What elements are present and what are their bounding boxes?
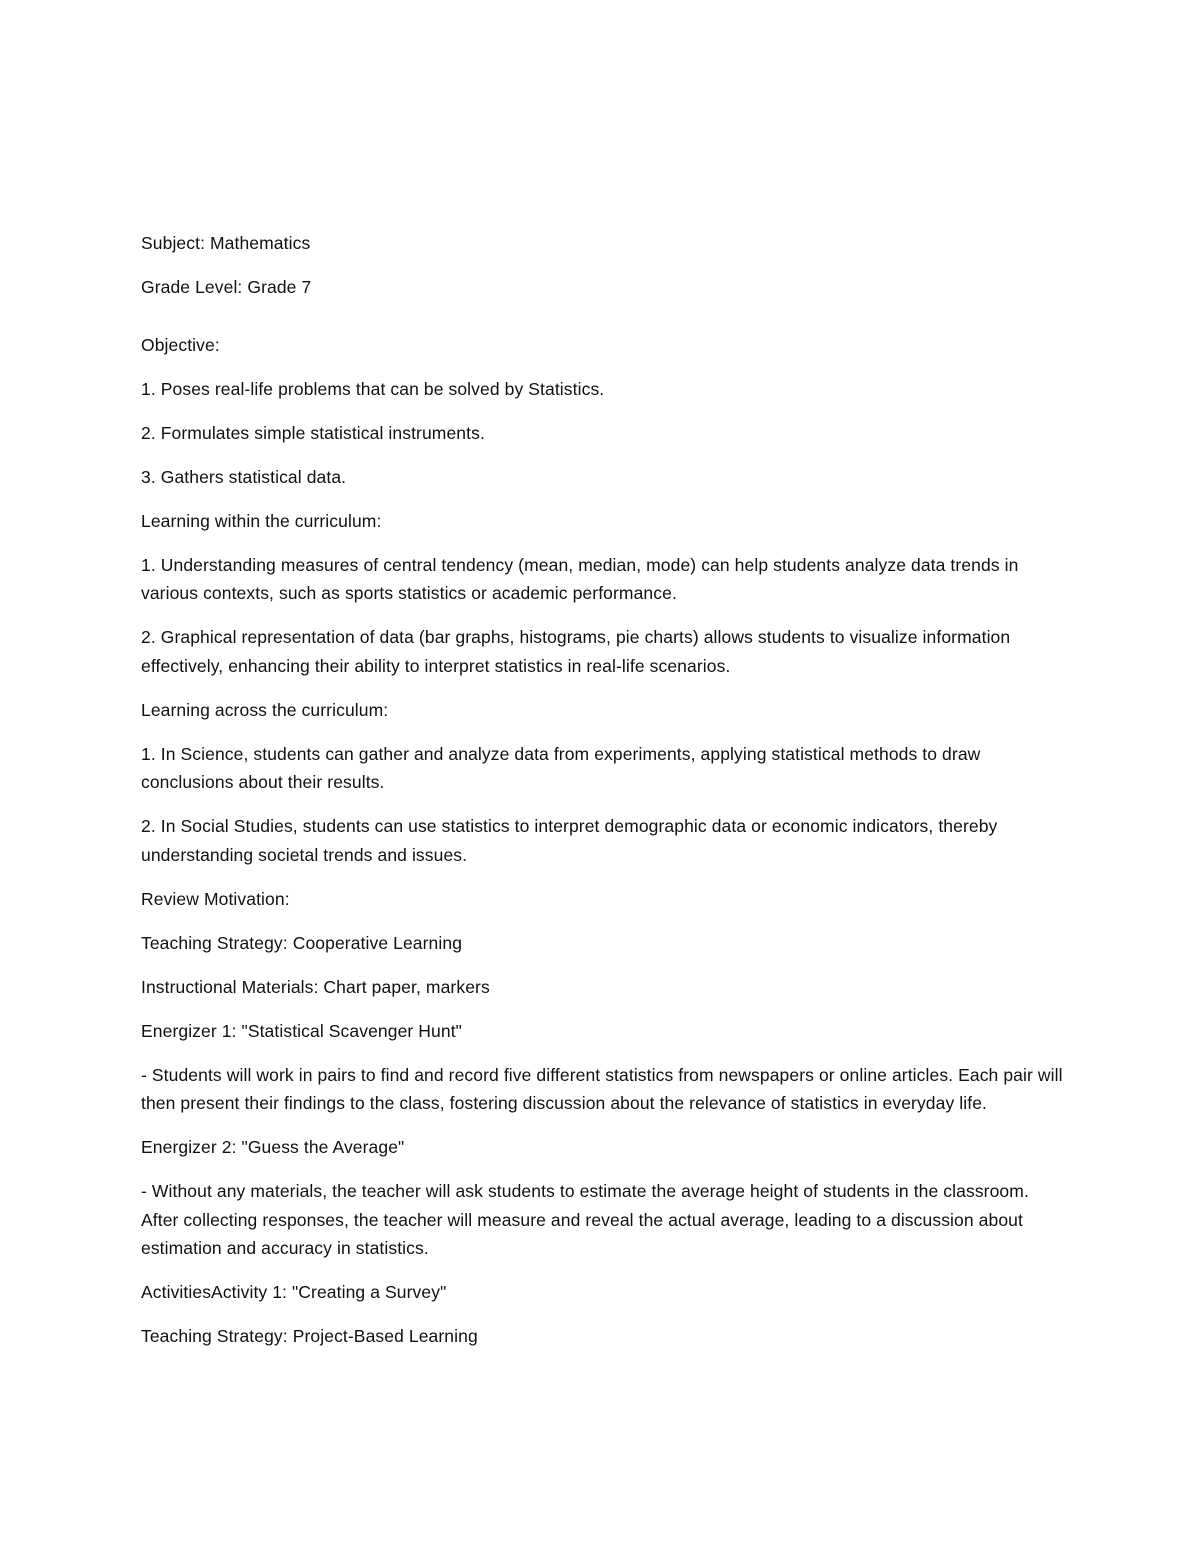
across-curriculum-heading: Learning across the curriculum: <box>141 699 389 720</box>
teaching-strategy-cooperative: Teaching Strategy: Cooperative Learning <box>141 932 463 953</box>
objective-item-3: 3. Gathers statistical data. <box>141 466 347 487</box>
across-curriculum-item-2: 2. In Social Studies, students can use statistics to interpret demographic data or economic indicators, thereby understanding societal trends and issues. <box>141 816 998 865</box>
subject-line: Subject: Mathematics <box>141 233 311 253</box>
activity-1-title: ActivitiesActivity 1: "Creating a Survey" <box>141 1282 447 1302</box>
within-curriculum-heading: Learning within the curriculum: <box>141 510 382 531</box>
energizer-2-description: - Without any materials, the teacher will ask students to estimate the average height of students in the classroom. After collecting responses, the teacher will measure and reveal the actual average, leading to a discussion about estimation and accuracy in statistics. <box>141 1181 1029 1258</box>
review-motivation-heading: Review Motivation: <box>141 888 290 909</box>
within-curriculum-item-1: 1. Understanding measures of central tendency (mean, median, mode) can help students analyze data trends in various contexts, such as sports statistics or academic performance. <box>141 554 1019 603</box>
energizer-1-title: Energizer 1: "Statistical Scavenger Hunt" <box>141 1020 462 1041</box>
objective-item-1: 1. Poses real-life problems that can be solved by Statistics. <box>141 378 605 399</box>
document-body <box>141 229 1066 1366</box>
grade-level-line: Grade Level: Grade 7 <box>141 277 312 297</box>
teaching-strategy-project-based: Teaching Strategy: Project-Based Learning <box>141 1326 478 1346</box>
instructional-materials: Instructional Materials: Chart paper, markers <box>141 976 490 997</box>
energizer-1-description: - Students will work in pairs to find and record five different statistics from newspapers or online articles. Each pair will then present their findings to the class, fostering discussion about the relevance of statistics in everyday life. <box>141 1064 1063 1113</box>
within-curriculum-item-2: 2. Graphical representation of data (bar graphs, histograms, pie charts) allows students to visualize information effectively, enhancing their ability to interpret statistics in real-life scenarios. <box>141 627 1011 676</box>
across-curriculum-item-1: 1. In Science, students can gather and analyze data from experiments, applying statistical methods to draw conclusions about their results. <box>141 743 981 792</box>
objective-heading: Objective: <box>141 334 220 355</box>
energizer-2-title: Energizer 2: "Guess the Average" <box>141 1137 405 1157</box>
objective-item-2: 2. Formulates simple statistical instruments. <box>141 422 485 443</box>
